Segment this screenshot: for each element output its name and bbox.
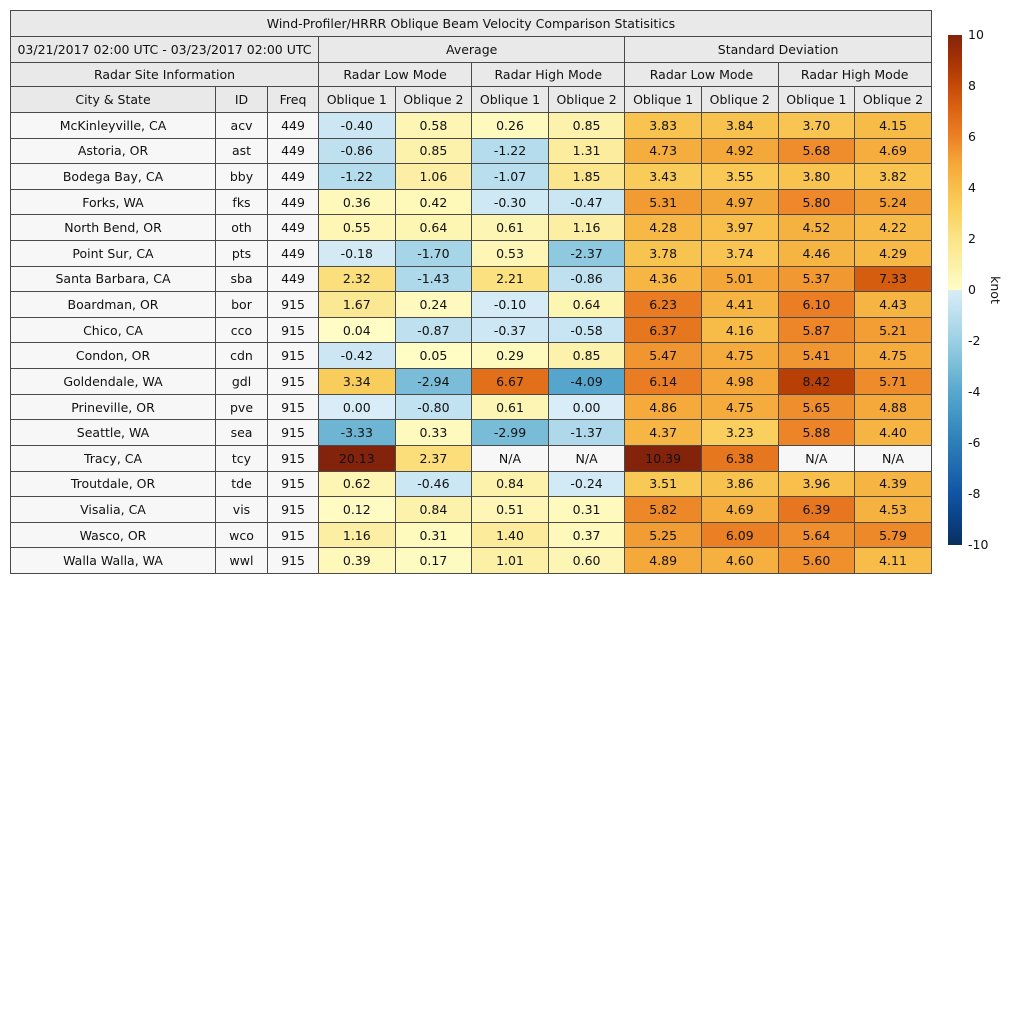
- cell-avg-low-oblique2: 0.58: [395, 113, 472, 139]
- cell-avg-high-oblique1: -1.07: [472, 164, 549, 190]
- cell-avg-high-oblique1: 0.53: [472, 241, 549, 267]
- cell-std-high-oblique1: 3.70: [778, 113, 855, 139]
- cell-freq: 449: [268, 189, 319, 215]
- table-row: [11, 471, 932, 497]
- col-header-oblique1: Oblique 1: [472, 87, 549, 113]
- colorbar-unit-label: knot: [988, 276, 1003, 304]
- cell-avg-low-oblique1: -0.42: [319, 343, 396, 369]
- cell-avg-low-oblique2: 0.84: [395, 497, 472, 523]
- cell-std-low-oblique2: 3.55: [701, 164, 778, 190]
- table-row: [11, 292, 932, 318]
- colorbar-tick-label: 4: [968, 179, 976, 195]
- cell-avg-low-oblique1: 0.00: [319, 394, 396, 420]
- table-row: [11, 420, 932, 446]
- cell-avg-high-oblique1: 2.21: [472, 266, 549, 292]
- cell-avg-high-oblique1: -0.37: [472, 317, 549, 343]
- cell-std-low-oblique2: 4.60: [701, 548, 778, 574]
- cell-avg-low-oblique1: 1.67: [319, 292, 396, 318]
- cell-city: McKinleyville, CA: [11, 113, 216, 139]
- cell-freq: 449: [268, 164, 319, 190]
- cell-avg-high-oblique2: 0.60: [548, 548, 625, 574]
- cell-city: Tracy, CA: [11, 445, 216, 471]
- cell-avg-low-oblique2: 0.24: [395, 292, 472, 318]
- cell-avg-low-oblique1: -0.86: [319, 138, 396, 164]
- cell-avg-low-oblique1: 20.13: [319, 445, 396, 471]
- cell-avg-low-oblique2: 0.05: [395, 343, 472, 369]
- cell-avg-high-oblique2: -0.47: [548, 189, 625, 215]
- mode-header-std-high: Radar High Mode: [778, 63, 931, 87]
- cell-std-high-oblique2: 5.79: [855, 522, 932, 548]
- cell-std-low-oblique2: 4.16: [701, 317, 778, 343]
- cell-avg-high-oblique1: 1.40: [472, 522, 549, 548]
- cell-freq: 915: [268, 394, 319, 420]
- cell-city: Goldendale, WA: [11, 369, 216, 395]
- cell-std-low-oblique1: 5.82: [625, 497, 702, 523]
- cell-city: Wasco, OR: [11, 522, 216, 548]
- table-body: [11, 113, 932, 574]
- cell-freq: 915: [268, 471, 319, 497]
- table-row: [11, 548, 932, 574]
- colorbar-tick-label: 10: [968, 26, 984, 42]
- cell-std-low-oblique2: 3.86: [701, 471, 778, 497]
- cell-id: cdn: [216, 343, 268, 369]
- cell-avg-high-oblique2: 0.85: [548, 113, 625, 139]
- cell-std-low-oblique2: 4.41: [701, 292, 778, 318]
- cell-std-low-oblique1: 5.31: [625, 189, 702, 215]
- cell-freq: 449: [268, 241, 319, 267]
- col-header-oblique1: Oblique 1: [319, 87, 396, 113]
- cell-std-low-oblique2: 6.09: [701, 522, 778, 548]
- cell-avg-high-oblique1: -0.30: [472, 189, 549, 215]
- table-row: [11, 369, 932, 395]
- cell-avg-high-oblique2: 1.31: [548, 138, 625, 164]
- cell-avg-low-oblique2: 2.37: [395, 445, 472, 471]
- cell-std-high-oblique1: 5.65: [778, 394, 855, 420]
- cell-city: Bodega Bay, CA: [11, 164, 216, 190]
- cell-std-low-oblique1: 6.14: [625, 369, 702, 395]
- cell-freq: 915: [268, 420, 319, 446]
- col-header-oblique2: Oblique 2: [701, 87, 778, 113]
- table-title: Wind-Profiler/HRRR Oblique Beam Velocity Comparison Statisitics: [11, 11, 932, 37]
- cell-avg-low-oblique2: 0.85: [395, 138, 472, 164]
- cell-city: Astoria, OR: [11, 138, 216, 164]
- cell-id: vis: [216, 497, 268, 523]
- cell-avg-high-oblique1: 0.61: [472, 215, 549, 241]
- cell-std-high-oblique1: 5.41: [778, 343, 855, 369]
- cell-std-low-oblique1: 5.25: [625, 522, 702, 548]
- cell-city: Forks, WA: [11, 189, 216, 215]
- cell-std-low-oblique1: 4.28: [625, 215, 702, 241]
- cell-id: wco: [216, 522, 268, 548]
- colorbar-tick-label: 0: [968, 281, 976, 297]
- cell-std-low-oblique1: 6.37: [625, 317, 702, 343]
- mode-header-std-low: Radar Low Mode: [625, 63, 778, 87]
- cell-std-low-oblique1: 6.23: [625, 292, 702, 318]
- cell-std-high-oblique1: 3.80: [778, 164, 855, 190]
- cell-freq: 449: [268, 215, 319, 241]
- cell-avg-high-oblique1: -1.22: [472, 138, 549, 164]
- cell-std-low-oblique2: 3.23: [701, 420, 778, 446]
- cell-avg-high-oblique2: -2.37: [548, 241, 625, 267]
- cell-std-high-oblique1: 6.10: [778, 292, 855, 318]
- cell-avg-low-oblique2: -0.80: [395, 394, 472, 420]
- cell-city: Visalia, CA: [11, 497, 216, 523]
- cell-std-high-oblique1: 4.52: [778, 215, 855, 241]
- cell-std-low-oblique1: 10.39: [625, 445, 702, 471]
- cell-std-high-oblique2: 4.88: [855, 394, 932, 420]
- cell-avg-low-oblique1: -3.33: [319, 420, 396, 446]
- cell-std-high-oblique1: 5.37: [778, 266, 855, 292]
- cell-avg-low-oblique1: 2.32: [319, 266, 396, 292]
- cell-std-low-oblique1: 3.43: [625, 164, 702, 190]
- cell-id: ast: [216, 138, 268, 164]
- table-row: [11, 241, 932, 267]
- cell-std-high-oblique1: 5.88: [778, 420, 855, 446]
- table-column-header-row: [11, 87, 932, 113]
- cell-std-high-oblique2: 4.75: [855, 343, 932, 369]
- cell-city: Boardman, OR: [11, 292, 216, 318]
- cell-city: Condon, OR: [11, 343, 216, 369]
- site-info-header: Radar Site Information: [11, 63, 319, 87]
- section-average: Average: [319, 37, 625, 63]
- cell-avg-low-oblique2: 0.17: [395, 548, 472, 574]
- cell-id: bor: [216, 292, 268, 318]
- cell-std-high-oblique2: 4.53: [855, 497, 932, 523]
- cell-avg-low-oblique2: 0.33: [395, 420, 472, 446]
- cell-city: Troutdale, OR: [11, 471, 216, 497]
- cell-avg-high-oblique2: 1.85: [548, 164, 625, 190]
- mode-header-avg-high: Radar High Mode: [472, 63, 625, 87]
- cell-avg-high-oblique2: -0.24: [548, 471, 625, 497]
- table-row: [11, 113, 932, 139]
- cell-std-high-oblique1: 5.60: [778, 548, 855, 574]
- col-header-city: City & State: [11, 87, 216, 113]
- cell-avg-high-oblique1: 0.51: [472, 497, 549, 523]
- cell-std-high-oblique2: 4.11: [855, 548, 932, 574]
- table-group-header-row: [11, 37, 932, 63]
- cell-id: oth: [216, 215, 268, 241]
- table-row: [11, 522, 932, 548]
- cell-std-low-oblique1: 5.47: [625, 343, 702, 369]
- cell-id: fks: [216, 189, 268, 215]
- cell-avg-high-oblique1: 0.84: [472, 471, 549, 497]
- table-row: [11, 189, 932, 215]
- cell-std-low-oblique1: 3.83: [625, 113, 702, 139]
- colorbar-tick-label: -8: [968, 485, 981, 501]
- cell-std-high-oblique2: 7.33: [855, 266, 932, 292]
- cell-std-low-oblique2: 5.01: [701, 266, 778, 292]
- cell-city: Point Sur, CA: [11, 241, 216, 267]
- cell-avg-low-oblique2: -0.46: [395, 471, 472, 497]
- colorbar-tick-label: 6: [968, 128, 976, 144]
- cell-std-high-oblique2: 4.15: [855, 113, 932, 139]
- cell-avg-high-oblique1: 0.26: [472, 113, 549, 139]
- date-range: 03/21/2017 02:00 UTC - 03/23/2017 02:00 UTC: [11, 37, 319, 63]
- cell-std-high-oblique2: 4.43: [855, 292, 932, 318]
- cell-freq: 915: [268, 445, 319, 471]
- cell-avg-low-oblique1: 3.34: [319, 369, 396, 395]
- cell-std-high-oblique2: 4.29: [855, 241, 932, 267]
- cell-avg-low-oblique1: -0.18: [319, 241, 396, 267]
- cell-std-low-oblique2: 4.75: [701, 343, 778, 369]
- cell-id: wwl: [216, 548, 268, 574]
- cell-std-high-oblique2: 5.24: [855, 189, 932, 215]
- cell-id: pts: [216, 241, 268, 267]
- cell-id: bby: [216, 164, 268, 190]
- cell-avg-high-oblique1: -0.10: [472, 292, 549, 318]
- statistics-table: [10, 10, 932, 574]
- cell-std-low-oblique2: 3.84: [701, 113, 778, 139]
- cell-std-high-oblique1: 4.46: [778, 241, 855, 267]
- colorbar-gradient: [948, 35, 962, 545]
- cell-freq: 915: [268, 369, 319, 395]
- cell-avg-high-oblique1: N/A: [472, 445, 549, 471]
- cell-avg-low-oblique2: -1.70: [395, 241, 472, 267]
- cell-avg-high-oblique1: 0.61: [472, 394, 549, 420]
- cell-id: sba: [216, 266, 268, 292]
- cell-std-high-oblique2: 5.71: [855, 369, 932, 395]
- cell-avg-low-oblique1: 0.55: [319, 215, 396, 241]
- cell-avg-low-oblique1: 0.12: [319, 497, 396, 523]
- cell-avg-high-oblique1: 0.29: [472, 343, 549, 369]
- cell-freq: 915: [268, 497, 319, 523]
- cell-std-low-oblique2: 4.97: [701, 189, 778, 215]
- cell-id: cco: [216, 317, 268, 343]
- cell-id: pve: [216, 394, 268, 420]
- cell-std-low-oblique2: 4.98: [701, 369, 778, 395]
- cell-avg-high-oblique2: -0.58: [548, 317, 625, 343]
- cell-std-low-oblique1: 4.36: [625, 266, 702, 292]
- section-standard-deviation: Standard Deviation: [625, 37, 931, 63]
- cell-std-low-oblique2: 4.92: [701, 138, 778, 164]
- cell-avg-low-oblique1: 0.39: [319, 548, 396, 574]
- cell-avg-high-oblique2: -4.09: [548, 369, 625, 395]
- table-row: [11, 138, 932, 164]
- cell-avg-high-oblique2: 1.16: [548, 215, 625, 241]
- cell-freq: 449: [268, 113, 319, 139]
- cell-std-high-oblique2: 4.40: [855, 420, 932, 446]
- cell-std-low-oblique2: 6.38: [701, 445, 778, 471]
- cell-freq: 915: [268, 317, 319, 343]
- cell-avg-low-oblique1: 0.04: [319, 317, 396, 343]
- col-header-id: ID: [216, 87, 268, 113]
- cell-freq: 449: [268, 138, 319, 164]
- cell-std-low-oblique2: 3.74: [701, 241, 778, 267]
- cell-avg-high-oblique2: 0.37: [548, 522, 625, 548]
- cell-avg-low-oblique2: 1.06: [395, 164, 472, 190]
- cell-id: gdl: [216, 369, 268, 395]
- cell-avg-high-oblique1: -2.99: [472, 420, 549, 446]
- table-title-row: [11, 11, 932, 37]
- colorbar-tick-label: -2: [968, 332, 981, 348]
- cell-avg-high-oblique2: N/A: [548, 445, 625, 471]
- cell-id: tcy: [216, 445, 268, 471]
- cell-city: Santa Barbara, CA: [11, 266, 216, 292]
- cell-std-high-oblique2: 3.82: [855, 164, 932, 190]
- cell-avg-high-oblique2: 0.00: [548, 394, 625, 420]
- cell-std-high-oblique2: 5.21: [855, 317, 932, 343]
- table-row: [11, 317, 932, 343]
- table-mode-header-row: [11, 63, 932, 87]
- colorbar-tick-label: -6: [968, 434, 981, 450]
- cell-std-high-oblique1: 3.96: [778, 471, 855, 497]
- cell-std-low-oblique1: 4.86: [625, 394, 702, 420]
- cell-std-low-oblique1: 4.89: [625, 548, 702, 574]
- cell-std-high-oblique2: 4.39: [855, 471, 932, 497]
- cell-std-low-oblique1: 3.78: [625, 241, 702, 267]
- cell-freq: 449: [268, 266, 319, 292]
- cell-std-low-oblique2: 4.69: [701, 497, 778, 523]
- cell-city: Walla Walla, WA: [11, 548, 216, 574]
- cell-avg-low-oblique1: 0.36: [319, 189, 396, 215]
- cell-avg-low-oblique1: -1.22: [319, 164, 396, 190]
- colorbar-tick-label: -10: [968, 536, 989, 552]
- cell-std-high-oblique1: 5.80: [778, 189, 855, 215]
- cell-avg-low-oblique2: -2.94: [395, 369, 472, 395]
- col-header-oblique1: Oblique 1: [625, 87, 702, 113]
- cell-avg-low-oblique2: 0.42: [395, 189, 472, 215]
- cell-std-low-oblique1: 4.73: [625, 138, 702, 164]
- cell-std-high-oblique2: N/A: [855, 445, 932, 471]
- cell-std-high-oblique1: 6.39: [778, 497, 855, 523]
- cell-avg-high-oblique1: 1.01: [472, 548, 549, 574]
- table-row: [11, 394, 932, 420]
- table-row: [11, 164, 932, 190]
- cell-std-low-oblique1: 4.37: [625, 420, 702, 446]
- cell-std-high-oblique1: N/A: [778, 445, 855, 471]
- cell-avg-low-oblique1: 1.16: [319, 522, 396, 548]
- cell-id: sea: [216, 420, 268, 446]
- cell-avg-low-oblique1: -0.40: [319, 113, 396, 139]
- cell-freq: 915: [268, 292, 319, 318]
- colorbar-tick-label: -4: [968, 383, 981, 399]
- table-row: [11, 497, 932, 523]
- cell-std-low-oblique2: 4.75: [701, 394, 778, 420]
- cell-freq: 915: [268, 343, 319, 369]
- cell-std-high-oblique1: 5.68: [778, 138, 855, 164]
- cell-id: acv: [216, 113, 268, 139]
- cell-avg-high-oblique2: 0.85: [548, 343, 625, 369]
- cell-avg-high-oblique1: 6.67: [472, 369, 549, 395]
- cell-std-low-oblique1: 3.51: [625, 471, 702, 497]
- cell-avg-low-oblique2: -1.43: [395, 266, 472, 292]
- cell-std-high-oblique2: 4.22: [855, 215, 932, 241]
- cell-avg-low-oblique2: 0.64: [395, 215, 472, 241]
- cell-avg-low-oblique2: 0.31: [395, 522, 472, 548]
- cell-avg-high-oblique2: 0.31: [548, 497, 625, 523]
- cell-city: Seattle, WA: [11, 420, 216, 446]
- cell-std-high-oblique1: 5.64: [778, 522, 855, 548]
- cell-city: Prineville, OR: [11, 394, 216, 420]
- col-header-oblique2: Oblique 2: [548, 87, 625, 113]
- cell-std-high-oblique1: 5.87: [778, 317, 855, 343]
- table-row: [11, 445, 932, 471]
- table-row: [11, 266, 932, 292]
- cell-avg-high-oblique2: -0.86: [548, 266, 625, 292]
- col-header-oblique2: Oblique 2: [395, 87, 472, 113]
- cell-freq: 915: [268, 548, 319, 574]
- cell-avg-low-oblique1: 0.62: [319, 471, 396, 497]
- cell-std-high-oblique1: 8.42: [778, 369, 855, 395]
- cell-avg-high-oblique2: 0.64: [548, 292, 625, 318]
- cell-city: North Bend, OR: [11, 215, 216, 241]
- table-row: [11, 343, 932, 369]
- cell-avg-high-oblique2: -1.37: [548, 420, 625, 446]
- col-header-freq: Freq: [268, 87, 319, 113]
- mode-header-avg-low: Radar Low Mode: [319, 63, 472, 87]
- cell-city: Chico, CA: [11, 317, 216, 343]
- col-header-oblique1: Oblique 1: [778, 87, 855, 113]
- colorbar-tick-label: 8: [968, 77, 976, 93]
- table-row: [11, 215, 932, 241]
- cell-avg-low-oblique2: -0.87: [395, 317, 472, 343]
- col-header-oblique2: Oblique 2: [855, 87, 932, 113]
- cell-freq: 915: [268, 522, 319, 548]
- colorbar-tick-label: 2: [968, 230, 976, 246]
- cell-std-low-oblique2: 3.97: [701, 215, 778, 241]
- cell-std-high-oblique2: 4.69: [855, 138, 932, 164]
- cell-id: tde: [216, 471, 268, 497]
